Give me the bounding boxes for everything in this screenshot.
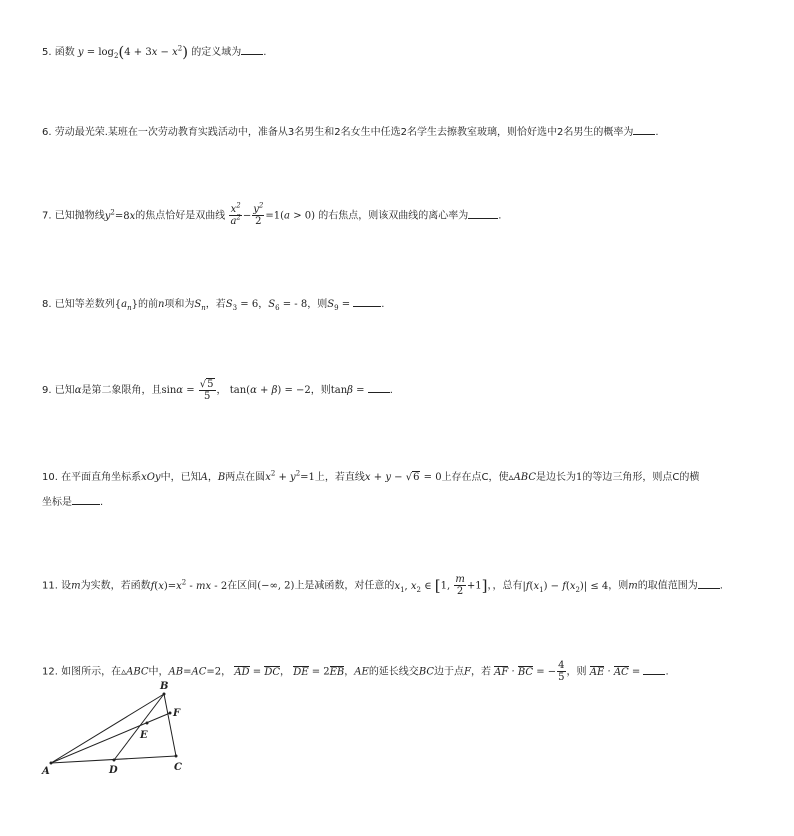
q11-end: .	[719, 580, 723, 592]
q10-l1e: 上存在点C，使	[441, 472, 509, 483]
q12-vec-ae: AE	[589, 666, 605, 678]
q12-vec-af: AF	[494, 666, 509, 678]
q5-formula: y	[77, 47, 84, 58]
q8-seq: $\{a_n\}$	[114, 299, 138, 312]
q9-post: ，则	[310, 385, 331, 396]
q8-mid2: 项和为	[164, 299, 195, 310]
q9-end: .	[389, 385, 393, 396]
point-c	[175, 755, 178, 758]
q12-eq2: = 2	[308, 666, 330, 678]
q7-eq: =1(a > 0)	[265, 210, 316, 222]
q8-post: ，若	[205, 299, 226, 310]
q11-interval: (−∞, 2)	[257, 580, 295, 592]
q7-mid: 的焦点恰好是双曲线	[135, 210, 226, 222]
q5-number: 5.	[42, 47, 52, 58]
question-12: 12. 如图所示，在▵ABC中，AB=AC=2， AD = DC， DE = 2EB，AE的延长线交BC边于点F，若 AF · BC = − $\frac{4}{5}$ ，则 AE · AC = .	[42, 660, 669, 683]
q8-mid: 的前	[137, 299, 158, 310]
q8-post2: ，则	[307, 299, 328, 310]
q12-ab: AB=AC=2	[168, 666, 222, 678]
q9-blank	[368, 382, 390, 393]
q5-formula-c: $4 + 3x - x^2$	[124, 44, 183, 58]
q7-minus: −	[242, 210, 252, 222]
q11-x12: $x_1$, $x_2$ ∈	[394, 580, 435, 594]
q11-number: 11.	[42, 580, 58, 592]
q12-mid4: 边于点	[434, 666, 464, 678]
q10-tri: ▵ABC	[508, 472, 536, 483]
q12-frac: $\frac{4}{5}$	[558, 660, 565, 683]
q8-sn: $S_n$	[194, 299, 206, 312]
q12-tri: ▵ABC	[121, 666, 149, 678]
q6-number: 6.	[42, 127, 52, 138]
q12-pre: 如图所示，在	[61, 666, 122, 678]
q11-pre: 设	[61, 580, 72, 592]
q12-vec-ad: AD	[234, 666, 250, 678]
question-10: 10. 在平面直角坐标系xOy中，已知A，B两点在圆$x^2 + y^2=1$上，若直线x + y − √6 = 0上存在点C，使▵ABC是边长为1的等边三角形，则点C的横	[42, 469, 700, 483]
q12-eq1: =	[249, 666, 265, 678]
q10-line: x + y − √6 = 0	[364, 472, 442, 483]
point-d	[113, 759, 116, 762]
q11-range-b: +1	[466, 580, 482, 592]
q7-blank	[468, 208, 498, 219]
q11-post2: 的取值范围为	[637, 580, 698, 592]
q10-l1b: 中，已知	[160, 472, 201, 483]
q10-l1f: 是边长为	[536, 472, 576, 483]
q5-formula-b: = $\log_2$	[83, 47, 119, 60]
q10-l1g: 的等边三角形，则点C的横	[582, 472, 700, 483]
q9-alpha: α	[74, 385, 82, 396]
point-e	[146, 722, 149, 725]
q12-end: .	[665, 666, 669, 678]
q6-end: .	[655, 127, 659, 138]
q11-blank	[698, 578, 720, 589]
q6-text: 劳动最光荣.某班在一次劳动教育实践活动中，准备从3名男生和2名女生中任选2名学生去擦教室玻璃，则恰好选中2名男生的概率为	[54, 127, 634, 138]
q10-b: B	[217, 472, 226, 483]
q8-number: 8.	[42, 299, 52, 310]
question-6	[42, 124, 659, 141]
q12-number: 12.	[42, 666, 58, 678]
q10-circle: $x^2 + y^2=1$	[265, 469, 315, 483]
q7-post: 的右焦点，则该双曲线的离心率为	[318, 210, 469, 222]
q12-mid3: 的延长线交	[368, 666, 419, 678]
q5-pre: 函数	[54, 47, 75, 58]
q11-range-a: 1,	[440, 580, 454, 592]
q9-frac: $\frac{√5}{5}$	[199, 379, 214, 402]
q11-mid3: 上是减函数，对任意的	[294, 580, 395, 592]
q12-vec-dc: DC	[264, 666, 280, 678]
q12-dot2: ·	[604, 666, 614, 678]
q8-s9: $S_9$ =	[327, 299, 354, 312]
q11-bracket-l: [	[434, 576, 441, 595]
label-e: E	[140, 730, 148, 741]
q11-mid2: 在区间	[227, 580, 258, 592]
q6-blank	[633, 124, 655, 135]
segment-ab	[51, 694, 164, 763]
segment-bc	[164, 694, 176, 756]
q12-ae: AE	[354, 666, 369, 678]
q5-paren-l: (	[118, 43, 125, 61]
q10-one: 1	[576, 472, 583, 483]
q11-abs: $|f(x_1) - f(x_2)| \le 4$	[522, 580, 609, 594]
label-a: A	[42, 766, 50, 777]
q7-frac-x: $\frac{x^2}{a^2}$	[230, 201, 241, 227]
q12-mid2: ，	[221, 666, 232, 678]
q9-tan: tan(α + β) = −2	[229, 385, 311, 396]
q10-l1d: 上，若直线	[314, 472, 365, 483]
q10-end: .	[100, 497, 104, 508]
q12-post2: ，则	[566, 666, 587, 678]
q5-paren-r: )	[182, 43, 189, 61]
q11-mid4: ，总有	[492, 580, 523, 592]
q5-end: .	[263, 47, 267, 58]
point-a	[50, 762, 53, 765]
q10-ab: A	[200, 472, 208, 483]
question-7	[42, 201, 502, 227]
q5-blank	[241, 44, 263, 55]
label-f: F	[173, 708, 181, 719]
q10-xoy: xOy	[141, 472, 161, 483]
q8-end: .	[381, 299, 385, 310]
q9-tanb: tanβ =	[330, 385, 368, 396]
q10-number: 10.	[42, 472, 58, 483]
label-b: B	[160, 681, 169, 692]
q9-sin: sinα =	[161, 385, 198, 396]
question-10-line2	[42, 494, 103, 511]
question-5	[42, 44, 266, 61]
q7-end: .	[498, 210, 502, 222]
q5-post: 的定义域为	[191, 47, 242, 58]
point-b	[163, 693, 166, 696]
q10-l2: 坐标是	[42, 497, 72, 508]
q12-vec-bc: BC	[517, 666, 534, 678]
q11-m: m	[71, 580, 81, 592]
q7-frac-y: $\frac{y^2}{2}$	[253, 201, 264, 227]
q11-mid: 为实数，若函数	[80, 580, 151, 592]
q12-vec-eb: EB	[329, 666, 345, 678]
segment-af	[51, 713, 170, 763]
q9-pre: 已知	[54, 385, 75, 396]
q12-f: F	[464, 666, 471, 678]
q11-post: ，则	[608, 580, 629, 592]
q9-number: 9.	[42, 385, 52, 396]
q12-blank	[643, 664, 665, 675]
question-9: 9. 已知α是第二象限角，且sinα = $\frac{√5}{5}$ ， tan(α + β) = −2，则tanβ = .	[42, 379, 393, 402]
q11-m2: m	[628, 580, 638, 592]
q12-vec-de: DE	[293, 666, 309, 678]
label-c: C	[174, 762, 182, 773]
q8-n: n	[157, 299, 165, 310]
point-f	[169, 712, 172, 715]
segment-db	[114, 694, 164, 760]
q11-bracket-r: ]	[481, 576, 488, 595]
q10-blank	[72, 494, 100, 505]
q8-blank	[353, 296, 381, 307]
question-8	[42, 296, 384, 313]
q7-pre: 已知抛物线	[54, 210, 105, 222]
q11-frac: $\frac{m}{2}$	[455, 574, 465, 597]
q12-post: ，若	[470, 666, 491, 678]
q12-bc: BC	[418, 666, 434, 678]
question-11: 11. 设m为实数，若函数$f(x)=x^2$ ‐ mx ‐ 2在区间(−∞, 2)上是减函数，对任意的$x_1$, $x_2$ ∈ [1, $\frac{m}{2}$ +1]，，总有$|f(x_1) - f(x_2)| \le 4$，则m的取值范围为 .	[42, 574, 723, 597]
q7-number: 7.	[42, 210, 52, 222]
q8-cond: $S_3 = 6$，$S_6$ = ‐ 8	[225, 299, 308, 312]
q8-pre: 已知等差数列	[54, 299, 115, 310]
q11-func: $f(x)=x^2$ ‐ mx ‐ 2	[150, 578, 228, 592]
q12-mid: 中，	[148, 666, 169, 678]
q10-l1c: 两点在圆	[225, 472, 266, 483]
q12-eq4: =	[628, 666, 644, 678]
q10-l1a: 在平面直角坐标系	[61, 472, 142, 483]
label-d: D	[109, 765, 118, 776]
q12-dot1: ·	[508, 666, 518, 678]
q12-eq3: = −	[533, 666, 557, 678]
q9-mid: 是第二象限角，且	[81, 385, 162, 396]
q7-parabola: $y^2=8x$	[104, 208, 136, 222]
q12-vec-ac: AC	[613, 666, 629, 678]
triangle-figure	[36, 678, 196, 782]
